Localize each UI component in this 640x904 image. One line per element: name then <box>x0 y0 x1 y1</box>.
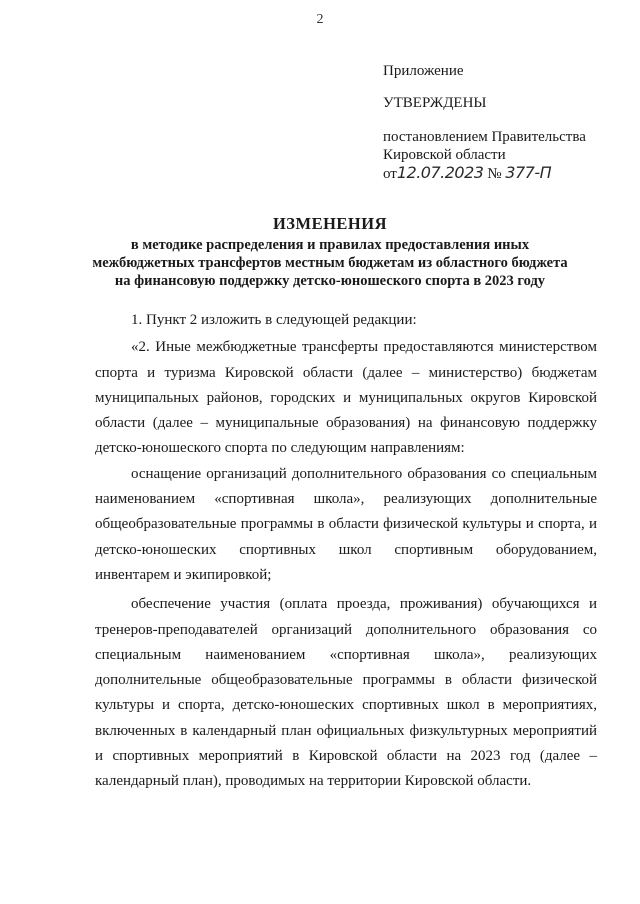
region-label: Кировской области <box>383 147 506 163</box>
subtitle-line-1: в методике распределения и правилах предоставления иных <box>130 237 530 253</box>
handwritten-date: 12.07.2023 <box>396 163 484 182</box>
subtitle-line-2: межбюджетных трансфертов местным бюджетам из областного бюджета <box>92 255 568 271</box>
document-title: ИЗМЕНЕНИЯ <box>272 214 388 233</box>
paragraph-1: 1. Пункт 2 изложить в следующей редакции: <box>131 312 417 328</box>
date-number-line <box>383 164 623 183</box>
appendix-label: Приложение <box>383 63 464 79</box>
document-body <box>95 308 597 795</box>
number-prefix: № <box>487 166 502 182</box>
paragraph-2: «2. Иные межбюджетные трансферты предоставляются министерством спорта и туризма Кировской области (далее – министерство) бюджетам муниципальных районов, городских и муниципальных округов Кировской области (далее – муниципальные образования) на финансовую поддержку детско-юношеского спорта по следующим направлениям: <box>95 339 597 457</box>
paragraph-4: обеспечение участия (оплата проезда, проживания) обучающихся и тренеров-преподавателей организаций дополнительного образования со специальным наименованием «спортивная школа», реализующих дополнительные общеобразовательные программы в области физической культуры и спорта, детско-юношеских спортивных школ в мероприятиях, включенных в календарный план официальных физкультурных мероприятий и спортивных мероприятий в Кировской области на 2023 год (далее – календарный план), проводимых на территории Кировской области. <box>95 596 597 790</box>
subtitle-line-3: на финансовую поддержку детско-юношеского спорта в 2023 году <box>114 273 546 289</box>
resolution-label: постановлением Правительства <box>383 129 586 145</box>
approval-block <box>383 62 623 183</box>
document-heading <box>60 214 600 290</box>
paragraph-3: оснащение организаций дополнительного образования со специальным наименованием «спортивная школа», реализующих дополнительные общеобразовательные программы в области физической культуры и спорта, и детско-юношеских спортивных школ спортивным оборудованием, инвентарем и экипировкой; <box>95 465 597 583</box>
page-number: 2 <box>316 12 324 27</box>
handwritten-number: 377-П <box>505 163 552 182</box>
date-prefix: от <box>383 166 397 182</box>
approved-label: УТВЕРЖДЕНЫ <box>383 95 487 111</box>
